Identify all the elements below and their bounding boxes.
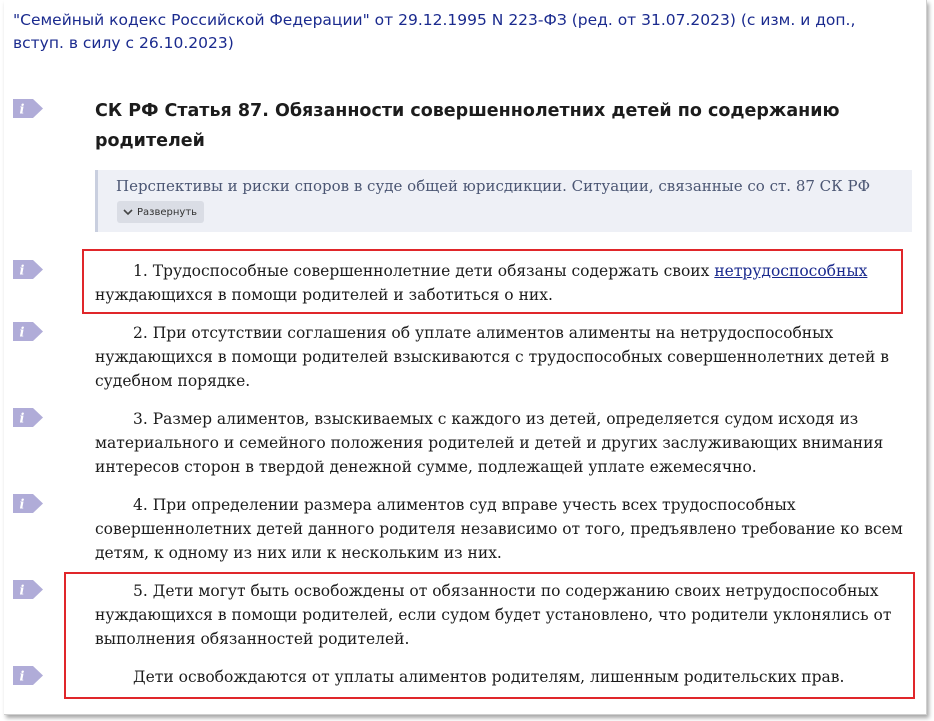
info-note-icon[interactable] [12, 321, 44, 342]
paragraph-3: 3. Размер алиментов, взыскиваемых с каждого из детей, определяется судом исходя из материального и семейного положения родителей и детей и других заслуживающих внимания интересов сторон в твердой денежной сумме, подлежащей уплате ежемесячно. [95, 410, 884, 476]
document-title-link[interactable]: "Семейный кодекс Российской Федерации" от 29.12.1995 N 223-ФЗ (ред. от 31.07.2023) (с изм. и доп., вступ. в силу с 26.10.2023) [13, 11, 856, 52]
highlight-box [64, 572, 915, 699]
perspectives-panel [95, 170, 912, 232]
expand-button[interactable] [117, 201, 204, 223]
highlight-box [82, 249, 903, 314]
paragraph-text: 1. Трудоспособные совершеннолетние дети обязаны содержать своих [133, 262, 715, 280]
info-note-icon[interactable] [12, 259, 44, 280]
paragraph-5: 5. Дети могут быть освобождены от обязанности по содержанию своих нетрудоспособных нуждающихся в помощи родителей, если судом будет установлено, что родители уклонялись от выполнения обязанностей родителей. [95, 582, 892, 648]
article-title: СК РФ Статья 87. Обязанности совершеннолетних детей по содержанию родителей [95, 101, 840, 151]
document-frame [4, 0, 927, 715]
info-note-icon[interactable] [12, 579, 44, 600]
info-note-icon[interactable] [12, 407, 44, 428]
info-note-icon[interactable] [12, 665, 44, 686]
paragraph-4: 4. При определении размера алиментов суд вправе учесть всех трудоспособных совершеннолетних детей данного родителя независимо от того, предъявлено требование ко всем детям, к одному из них или к нескольким из них. [95, 496, 903, 562]
expand-button-label: Развернуть [137, 206, 198, 218]
info-note-icon[interactable] [12, 493, 44, 514]
paragraph-6: Дети освобождаются от уплаты алиментов родителям, лишенным родительских прав. [133, 668, 845, 686]
chevron-down-icon [123, 208, 133, 216]
info-note-icon[interactable] [12, 98, 44, 119]
nonworking-link[interactable]: нетрудоспособных [714, 262, 868, 280]
paragraph-2: 2. При отсутствии соглашения об уплате алиментов алименты на нетрудоспособных нуждающихся в помощи родителей взыскиваются с трудоспособных совершеннолетних детей в судебном порядке. [95, 324, 889, 390]
perspectives-text[interactable]: Перспективы и риски споров в суде общей юрисдикции. Ситуации, связанные со ст. 87 СК РФ [116, 177, 871, 195]
paragraph-text: нуждающихся в помощи родителей и заботиться о них. [95, 286, 553, 304]
